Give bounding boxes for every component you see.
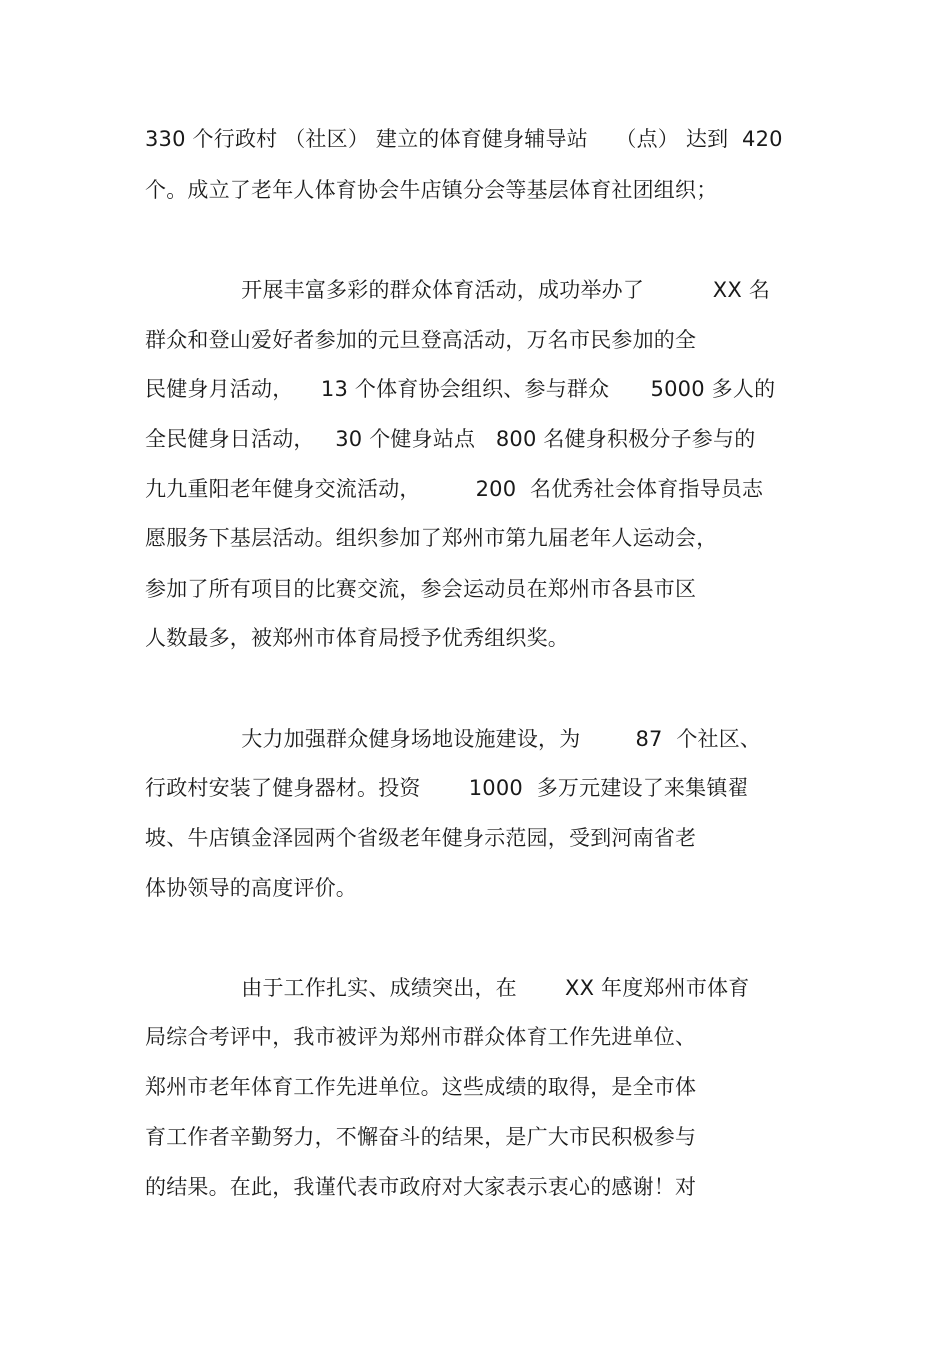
paragraph-2-line-7: 参加了所有项目的比赛交流，参会运动员在郑州市各县市区 [145,577,697,601]
paragraph-4-line-3: 郑州市老年体育工作先进单位。这些成绩的取得，是全市体 [145,1075,697,1099]
paragraph-3-line-1: 大力加强群众健身场地设施建设，为 87 个社区、 [145,727,762,751]
paragraph-2-line-5: 九九重阳老年健身交流活动， 200 名优秀社会体育指导员志 [145,477,764,501]
paragraph-2-line-2: 群众和登山爱好者参加的元旦登高活动，万名市民参加的全 [145,328,697,352]
paragraph-4-line-4: 育工作者辛勤努力，不懈奋斗的结果，是广大市民积极参与 [145,1125,697,1149]
paragraph-4-line-2: 局综合考评中，我市被评为郑州市群众体育工作先进单位、 [145,1025,697,1049]
paragraph-4-line-1: 由于工作扎实、成绩突出，在 XX 年度郑州市体育 [145,976,750,1000]
paragraph-2-line-3: 民健身月活动， 13 个体育协会组织、参与群众 5000 多人的 [145,377,776,401]
paragraph-4-line-5: 的结果。在此，我谨代表市政府对大家表示衷心的感谢！对 [145,1175,697,1199]
paragraph-2-line-6: 愿服务下基层活动。组织参加了郑州市第九届老年人运动会， [145,526,718,550]
paragraph-3-line-3: 坡、牛店镇金泽园两个省级老年健身示范园，受到河南省老 [145,826,697,850]
paragraph-1-line-2: 个。成立了老年人体育协会牛店镇分会等基层体育社团组织； [145,178,718,202]
paragraph-2-line-1: 开展丰富多彩的群众体育活动，成功举办了 XX 名 [145,278,771,302]
paragraph-1-line-1: 330 个行政村 （社区） 建立的体育健身辅导站 （点） 达到 420 [145,127,783,151]
paragraph-2-line-8: 人数最多，被郑州市体育局授予优秀组织奖。 [145,626,569,650]
paragraph-3-line-2: 行政村安装了健身器材。投资 1000 多万元建设了来集镇翟 [145,776,749,800]
paragraph-2-line-4: 全民健身日活动， 30 个健身站点 800 名健身积极分子参与的 [145,427,756,451]
paragraph-3-line-4: 体协领导的高度评价。 [145,876,357,900]
